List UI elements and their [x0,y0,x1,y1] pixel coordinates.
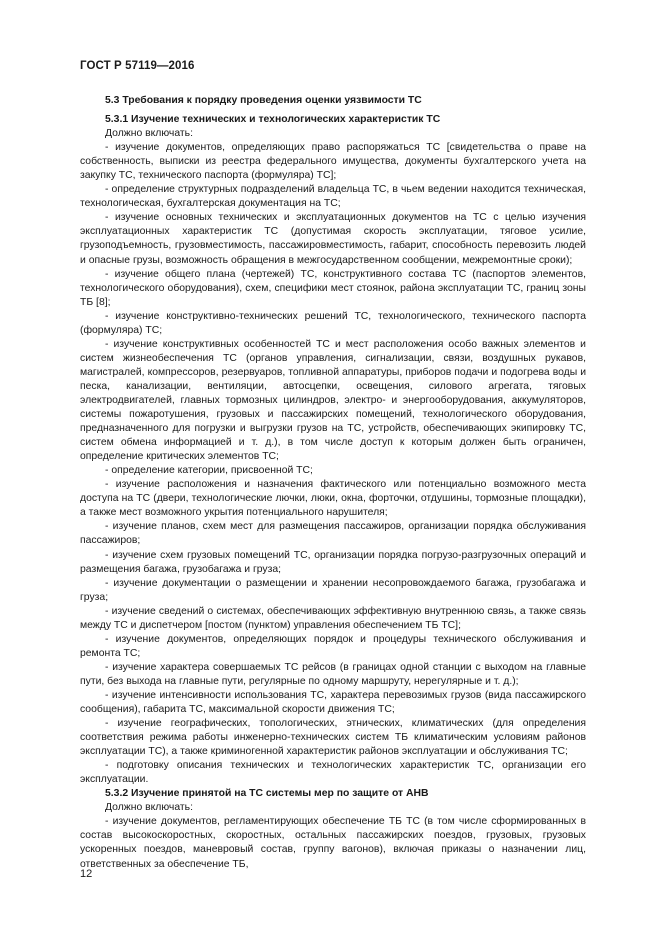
section-5-3-heading: 5.3 Требования к порядку проведения оценки уязвимости ТС [105,95,422,106]
list-item: - подготовку описания технических и технологических характеристик ТС, организации его эксплуатации. [80,760,586,786]
list-item: - изучение документов, определяющих порядок и процедуры технического обслуживания и ремонта ТС; [80,633,586,659]
page-number: 12 [80,868,93,880]
list-item: - изучение характера совершаемых ТС рейсов (в границах одной станции с выходом на главные пути, без выхода на главные пути, регулярные по одному маршруту, нерегулярные и т. д.); [80,661,586,687]
list-item: - изучение сведений о системах, обеспечивающих эффективную внутреннюю связь, а также связь между ТС и диспетчером [постом (пунктом) управления обеспечением ТБ ТС]; [80,605,586,631]
list-item: - изучение географических, топологических, этнических, климатических (для определения соответствия режима работы инженерно-технических систем ТБ климатическим условиям районов эксплуатации ТС), а также криминогенной характеристик районов эксплуатации и обслуживания ТС; [80,718,586,758]
list-item: - изучение документов, определяющих право распоряжаться ТС [свидетельства о праве на собственность, выписки из реестра федерального имущества, документы бухгалтерского учета на закупку ТС, технического паспорта (формуляра) ТС]; [80,142,586,182]
list-item: - изучение общего плана (чертежей) ТС, конструктивного состава ТС (паспортов элементов, технологического оборудования), схем, специфики мест стоянок, района эксплуатации ТС, границ зоны ТБ [8]; [80,268,586,308]
section-5-3-2-intro: Должно включать: [105,802,193,814]
list-item: - изучение планов, схем мест для размещения пассажиров, организации порядка обслуживания пассажиров; [80,521,586,547]
section-5-3-1-intro: Должно включать: [105,128,193,140]
list-item: - изучение конструктивно-технических решений ТС, технологического, технического паспорта (формуляра) ТС; [80,310,586,336]
document-body [80,94,586,872]
list-item: - изучение конструктивных особенностей ТС и мест расположения особо важных элементов и систем жизнеобеспечения ТС (органов управления, сигнализации, связи, воздушных рукавов, магистралей, компрессоров, резервуаров, топливной аппаратуры, приборов подачи и подогрева воды и песка, канализации, вентиляции, автосцепки, освещения, силового агрегата, тяговых электродвигателей, главных тормозных цилиндров, электро- и энергооборудования, аккумуляторов, системы пожаротушения, грузовых и пассажирских помещений, технологического оборудования, предназначенного для погрузки и выгрузки грузов на ТС, устройств, обеспечивающих экипировку ТС, систем обмена информацией и т. д.), в том числе доступ к которым должен быть ограничен, определение критических элементов ТС; [80,338,586,463]
section-5-3-2-heading: 5.3.2 Изучение принятой на ТС системы мер по защите от АНВ [105,788,429,800]
list-item: - изучение интенсивности использования ТС, характера перевозимых грузов (вида пассажирского сообщения), габарита ТС, максимальной скорости движения ТС; [80,689,586,716]
list-item: - изучение расположения и назначения фактического или потенциально возможного места доступа на ТС (двери, технологические лючки, люки, окна, форточки, отдушины, тормозные площадки), а также мест возможного укрытия потенциального нарушителя; [80,479,586,519]
list-item: - изучение схем грузовых помещений ТС, организации порядка погрузо-разгрузочных операций и размещения багажа, грузобагажа и груза; [80,549,586,575]
list-item: - определение структурных подразделений владельца ТС, в чьем ведении находится техническая, технологическая, бухгалтерская документация на ТС; [80,184,586,210]
standard-header: ГОСТ Р 57119—2016 [80,60,195,72]
list-item: - изучение документов, регламентирующих обеспечение ТБ ТС (в том числе сформированных в состав высокоскоростных, скоростных, остальных пассажирских поездов, грузовых, грузовых ускоренных поездов, маневровый состав, группу вагонов), включая приказы о назначении лиц, ответственных за обеспечение ТБ, [80,816,586,870]
list-item: - определение категории, присвоенной ТС; [105,465,313,477]
list-item: - изучение основных технических и эксплуатационных документов на ТС с целью изучения эксплуатационных характеристик ТС (допустимая скорость эксплуатации, тяговое усилие, грузоподъемность, грузовместимость, пассажировместимость, габарит, способность перевозить людей и опасные грузы, возможность обращения в межгосударственном сообщении, межремонтные сроки); [80,212,586,266]
section-5-3-1-heading: 5.3.1 Изучение технических и технологических характеристик ТС [105,114,441,126]
list-item: - изучение документации о размещении и хранении несопровождаемого багажа, грузобагажа и груза; [80,577,586,603]
